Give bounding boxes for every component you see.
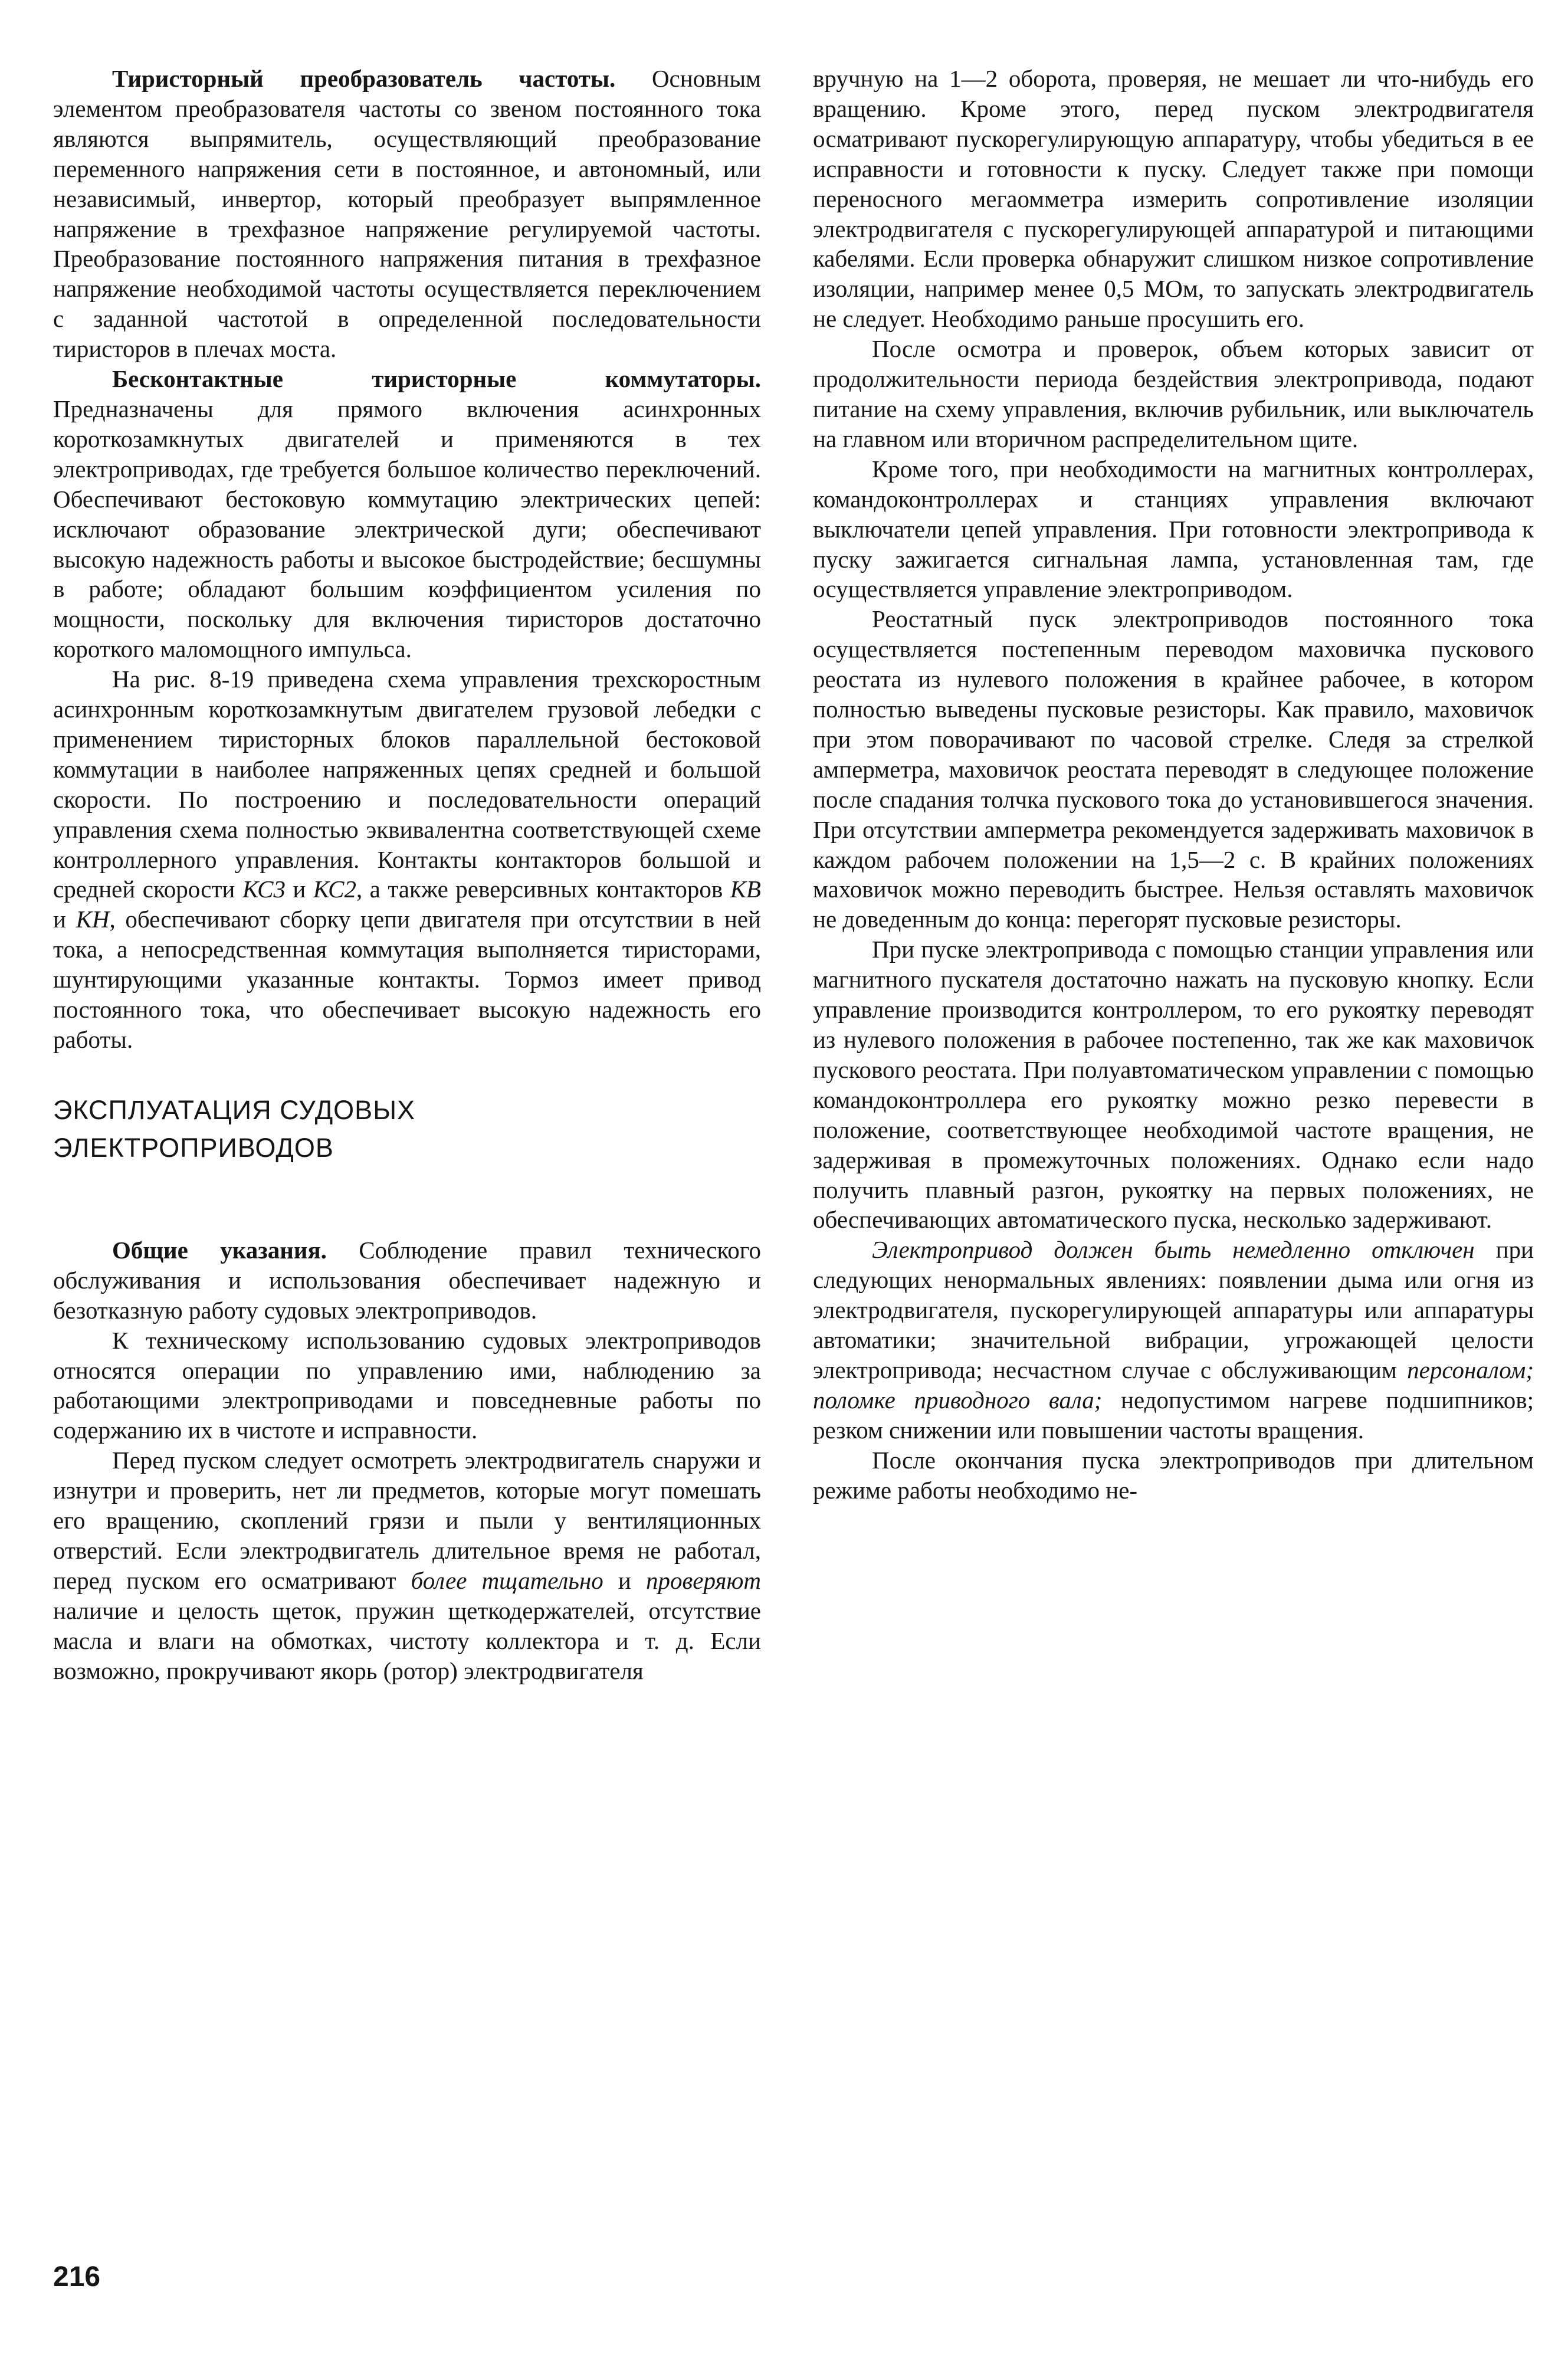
run-in-heading: Тиристорный преобразователь частоты. <box>112 65 616 92</box>
text-run: наличие и целость щеток, пружин щеткодержателей, отсутствие масла и влаги на обмотках, чистоту коллектора и т. д. Если возможно, прокручивают якорь (ротор) электродвигателя <box>53 1596 761 1684</box>
left-column <box>53 64 761 1686</box>
italic-run: Электропривод должен быть немедленно отключен <box>872 1236 1475 1264</box>
paragraph-text: Соблюдение правил технического обслуживания и использования обеспечивает надежную и безотказную работу судовых электроприводов. <box>53 1236 762 1324</box>
paragraph-controllers: Кроме того, при необходимости на магнитных контроллерах, командоконтроллерах и станциях управления включают выключатели цепей управления. При готовности электропривода к пуску зажигается сигнальная лампа, установленная там, где осуществляется управление электроприводом. <box>813 455 1534 603</box>
text-run: и <box>53 906 76 933</box>
spacer <box>53 1055 761 1090</box>
section-heading-line: ЭКСПЛУАТАЦИЯ СУДОВЫХ <box>53 1094 416 1125</box>
contactor-label: КН <box>76 906 110 933</box>
paragraph-rheostat-start: Реостатный пуск электроприводов постоянного тока осуществляется постепенным переводом маховичка пускового реостата из нулевого положения в крайнее рабочее, в котором полностью выведены пусковые резисторы. Как правило, маховичок при этом поворачивают по часовой стрелке. Следя за стрелкой амперметра, маховичок реостата переводят в следующее положение после спадания толчка пускового тока до установившегося значения. При отсутствии амперметра рекомендуется задерживать маховичок в каждом рабочем положении на 1,5—2 с. В крайних положениях маховичок можно переводить быстрее. Нельзя оставлять маховичок не доведенным до конца: перегорят пусковые резисторы. <box>813 605 1534 933</box>
text-run: , а также реверсивных контакторов <box>356 875 730 903</box>
contactor-label: КВ <box>730 875 761 903</box>
paragraph-figure-reference <box>53 664 761 1055</box>
paragraph-text: Основным элементом преобразователя частоты со звеном постоянного тока являются выпрямитель, осуществляющий преобразование переменного напряжения сети в постоянное, и автономный, или независимый, инвертор, который преобразует выпрямленное напряжение в трехфазное напряжение регулируемой частоты. Преобразование постоянного напряжения питания в трехфазное напряжение необходимой частоты осуществляется переключением с заданной частотой в определенной последовательности тиристоров в плечах моста. <box>53 65 761 363</box>
text-run: На рис. 8-19 приведена схема управления трехскоростным асинхронным короткозамкнутым двигателем грузовой лебедки с применением тиристорных блоков параллельной бестоковой коммутации в наиболее напряженных цепях средней и большой скорости. По построению и последовательности операций управления схема полностью эквивалентна соответствующей схеме контроллерного управления. Контакты контакторов большой и средней скорости <box>53 665 761 903</box>
paragraph-text: Предназначены для прямого включения асинхронных короткозамкнутых двигателей и применяются в тех электроприводах, где требуется большое количество переключений. Обеспечивают бестоковую коммутацию электрических цепей: исключают образование электрической дуги; обеспечивают высокую надежность работы и высокое быстродействие; бесшумны в работе; обладают большим коэффициентом усиления по мощности, поскольку для включения тиристоров достаточно короткого маломощного импульса. <box>53 395 761 663</box>
section-heading <box>53 1091 761 1167</box>
paragraph-after-start: После окончания пуска электроприводов при длительном режиме работы необходимо не- <box>813 1446 1534 1504</box>
page-number: 216 <box>53 2261 101 2293</box>
text-run: , обеспечивают сборку цепи двигателя при отсутствии в ней тока, а непосредственная коммутация выполняется тиристорами, шунтирующими указанные контакты. Тормоз имеет привод постоянного тока, что обеспечивает высокую надежность его работы. <box>53 906 761 1053</box>
paragraph-station-start: При пуске электропривода с помощью станции управления или магнитного пускателя достаточно нажать на пусковую кнопку. Если управление производится контроллером, то его рукоятку переводят из нулевого положения в рабочее постепенно, так же как маховичок пускового реостата. При полуавтоматическом управлении с помощью командоконтроллера его рукоятку можно резко перевести в положение, соответствующее необходимой частоте вращения, не задерживая в промежуточных положениях. Однако если надо получить плавный разгон, рукоятку на первых положениях, не обеспечивающих автоматического пуска, несколько задерживают. <box>813 936 1534 1234</box>
text-run: Перед пуском следует осмотреть электродвигатель снаружи и изнутри и проверить, нет ли предметов, которые могут помешать его вращению, скоплений грязи и пыли у вентиляционных отверстий. Если электродвигатель длительное время не работал, перед пуском его осматривают <box>53 1447 761 1594</box>
paragraph-technical-use: К техническому использованию судовых электроприводов относятся операции по управлению ими, наблюдению за работающими электроприводами и повседневные работы по содержанию их в чистоте и исправности. <box>53 1326 761 1444</box>
run-in-heading: Общие указания. <box>112 1236 327 1264</box>
right-column <box>813 64 1534 1506</box>
text-run: при следующих ненормальных явлениях: появлении дыма или огня из электродвигателя, пускорегулирующей аппаратуры или аппаратуры автоматики; значительной вибрации, угрожающей целости электропривода; несчастном случае с обслуживающим <box>813 1236 1534 1383</box>
text-run: и <box>603 1566 646 1594</box>
paragraph-after-inspection: После осмотра и проверок, объем которых зависит от продолжительности периода бездействия электропривода, подают питание на схему управления, включив рубильник, или выключатель на главном или вторичном распределительном щите. <box>813 335 1534 452</box>
contactor-label: КС2 <box>313 875 356 903</box>
paragraph-thyristor-converter <box>53 64 761 364</box>
italic-run: более тщательно <box>411 1566 603 1594</box>
text-run: недопустимом нагреве подшипников; резком снижении или повышении частоты вращения. <box>813 1386 1534 1444</box>
run-in-heading: Бесконтактные тиристорные коммутаторы. <box>112 365 761 393</box>
paragraph-continuation: вручную на 1—2 оборота, проверяя, не мешает ли что-нибудь его вращению. Кроме этого, перед пуском электродвигателя осматривают пускорегулирующую аппаратуру, чтобы убедиться в ее исправности и готовности к пуску. Следует также при помощи переносного мегаомметра измерить сопротивление изоляции электродвигателя с пускорегулирующей аппаратурой и питающими кабелями. Если проверка обнаружит слишком низкое сопротивление изоляции, например менее 0,5 МОм, то запускать электродвигатель не следует. Необходимо раньше просушить его. <box>813 65 1534 333</box>
paragraph-general <box>53 1235 761 1326</box>
italic-run: проверяют <box>645 1566 761 1594</box>
paragraph-shutdown <box>813 1235 1534 1445</box>
section-heading-line: ЭЛЕКТРОПРИВОДОВ <box>53 1132 334 1163</box>
paragraph-before-start <box>53 1445 761 1686</box>
contactor-label: КС3 <box>242 875 286 903</box>
italic-run: персоналом; поломке приводного вала; <box>813 1356 1534 1414</box>
text-run: и <box>285 875 313 903</box>
paragraph-contactless-switches <box>53 364 761 664</box>
